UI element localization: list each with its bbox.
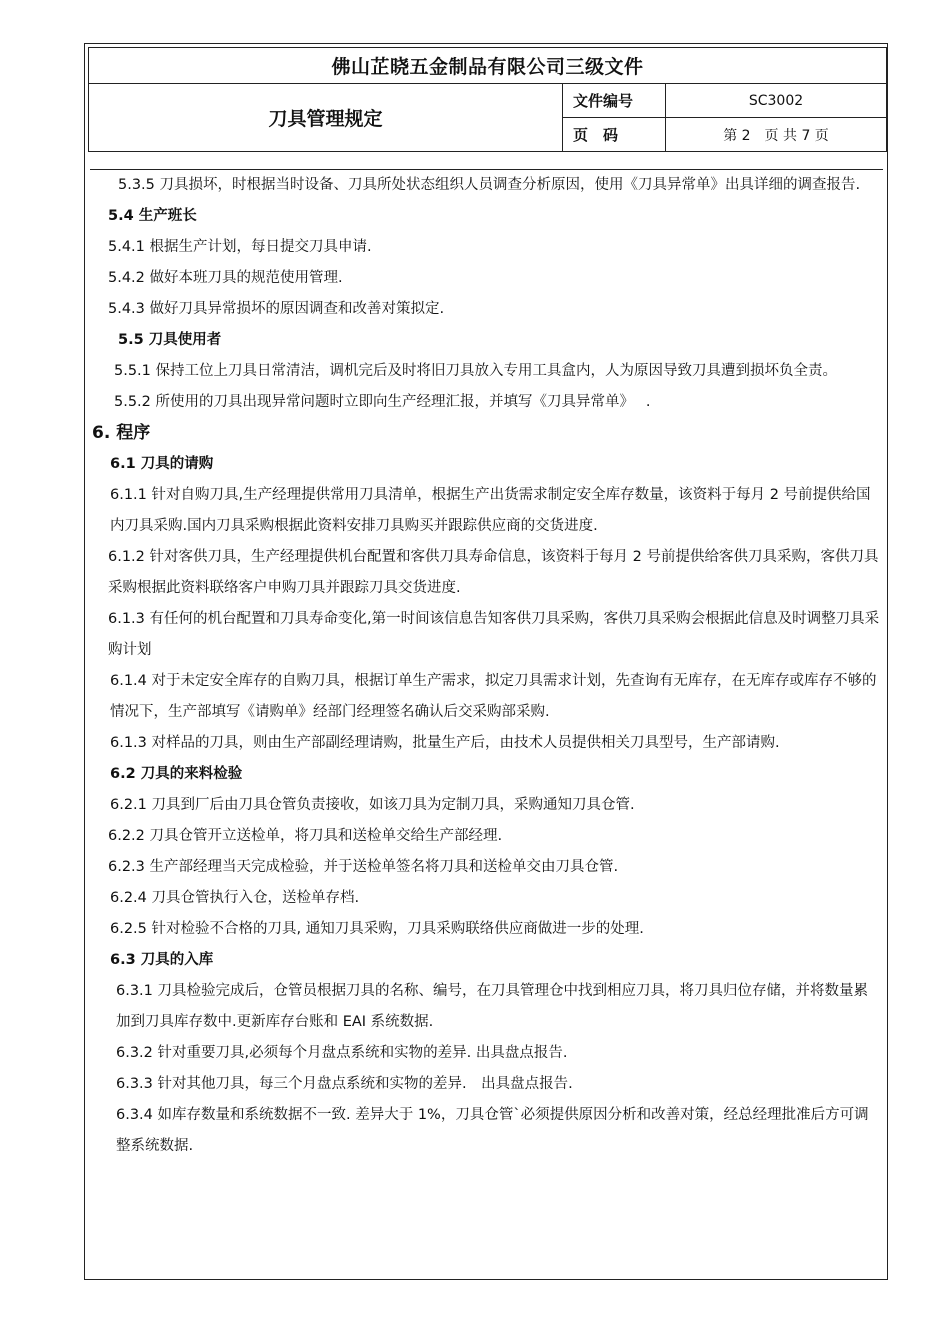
section-heading: 6. 程序: [92, 423, 151, 443]
paragraph: 6.2.2 刀具仓管开立送检单，将刀具和送检单交给生产部经理.: [108, 828, 503, 844]
page-number-label: 页 码: [563, 118, 666, 152]
paragraph: 6.2.3 生产部经理当天完成检验，并于送检单签名将刀具和送检单交由刀具仓管.: [108, 859, 619, 875]
paragraph: 5.4.1 根据生产计划，每日提交刀具申请.: [108, 239, 372, 255]
paragraph: 6.2.5 针对检验不合格的刀具, 通知刀具采购，刀具采购联络供应商做进一步的处理.: [110, 921, 644, 937]
paragraph: 5.4.2 做好本班刀具的规范使用管理.: [108, 270, 343, 286]
paragraph: 6.1.3 对样品的刀具，则由生产部副经理请购，批量生产后，由技术人员提供相关刀具型号，生产部请购.: [110, 735, 780, 751]
paragraph: 6.1.1 针对自购刀具,生产经理提供常用刀具清单，根据生产出货需求制定安全库存数量，该资料于每月 2 号前提供给国内刀具采购.国内刀具采购根据此资料安排刀具购买并跟踪供应商的交货进度.: [110, 487, 871, 534]
company-title: 佛山芷晓五金制品有限公司三级文件: [89, 48, 887, 84]
file-number-label: 文件编号: [563, 84, 666, 118]
paragraph: 5.5.2 所使用的刀具出现异常问题时立即向生产经理汇报，并填写《刀具异常单》 .: [114, 394, 651, 410]
section-heading: 6.3 刀具的入库: [110, 952, 214, 968]
paragraph: 5.5.1 保持工位上刀具日常清洁，调机完后及时将旧刀具放入专用工具盒内，人为原因导致刀具遭到损坏负全责。: [114, 363, 837, 379]
paragraph: 6.3.3 针对其他刀具，每三个月盘点系统和实物的差异. 出具盘点报告.: [116, 1076, 573, 1092]
paragraph: 6.3.1 刀具检验完成后，仓管员根据刀具的名称、编号，在刀具管理仓中找到相应刀具，将刀具归位存储，并将数量累加到刀具库存数中.更新库存台账和 EAI 系统数据.: [116, 983, 868, 1030]
section-heading: 6.1 刀具的请购: [110, 456, 214, 472]
paragraph: 6.2.1 刀具到厂后由刀具仓管负责接收，如该刀具为定制刀具，采购通知刀具仓管.: [110, 797, 635, 813]
paragraph: 6.3.2 针对重要刀具,必须每个月盘点系统和实物的差异. 出具盘点报告.: [116, 1045, 568, 1061]
document-header-table: [88, 47, 887, 152]
paragraph: 5.3.5 刀具损坏，时根据当时设备、刀具所处状态组织人员调查分析原因，使用《刀具异常单》出具详细的调查报告.: [118, 177, 861, 193]
paragraph: 6.1.2 针对客供刀具，生产经理提供机台配置和客供刀具寿命信息，该资料于每月 2 号前提供给客供刀具采购，客供刀具采购根据此资料联络客户申购刀具并跟踪刀具交货进度.: [108, 549, 879, 596]
paragraph: 5.4.3 做好刀具异常损坏的原因调查和改善对策拟定.: [108, 301, 445, 317]
document-title: 刀具管理规定: [89, 84, 563, 152]
document-body: [92, 170, 882, 1162]
paragraph: 6.1.4 对于未定安全库存的自购刀具，根据订单生产需求，拟定刀具需求计划，先查询有无库存，在无库存或库存不够的情况下，生产部填写《请购单》经部门经理签名确认后交采购部采购.: [110, 673, 877, 720]
paragraph: 6.3.4 如库存数量和系统数据不一致. 差异大于 1%，刀具仓管`必须提供原因分析和改善对策，经总经理批准后方可调整系统数据.: [116, 1107, 869, 1154]
section-heading: 6.2 刀具的来料检验: [110, 766, 243, 782]
paragraph: 6.1.3 有任何的机台配置和刀具寿命变化,第一时间该信息告知客供刀具采购，客供刀具采购会根据此信息及时调整刀具采购计划: [108, 611, 880, 658]
section-heading: 5.5 刀具使用者: [118, 332, 222, 348]
file-number-value: SC3002: [666, 84, 887, 118]
section-heading: 5.4 生产班长: [108, 208, 197, 224]
paragraph: 6.2.4 刀具仓管执行入仓，送检单存档.: [110, 890, 360, 906]
page-number-value: 第 2 页 共 7 页: [666, 118, 887, 152]
